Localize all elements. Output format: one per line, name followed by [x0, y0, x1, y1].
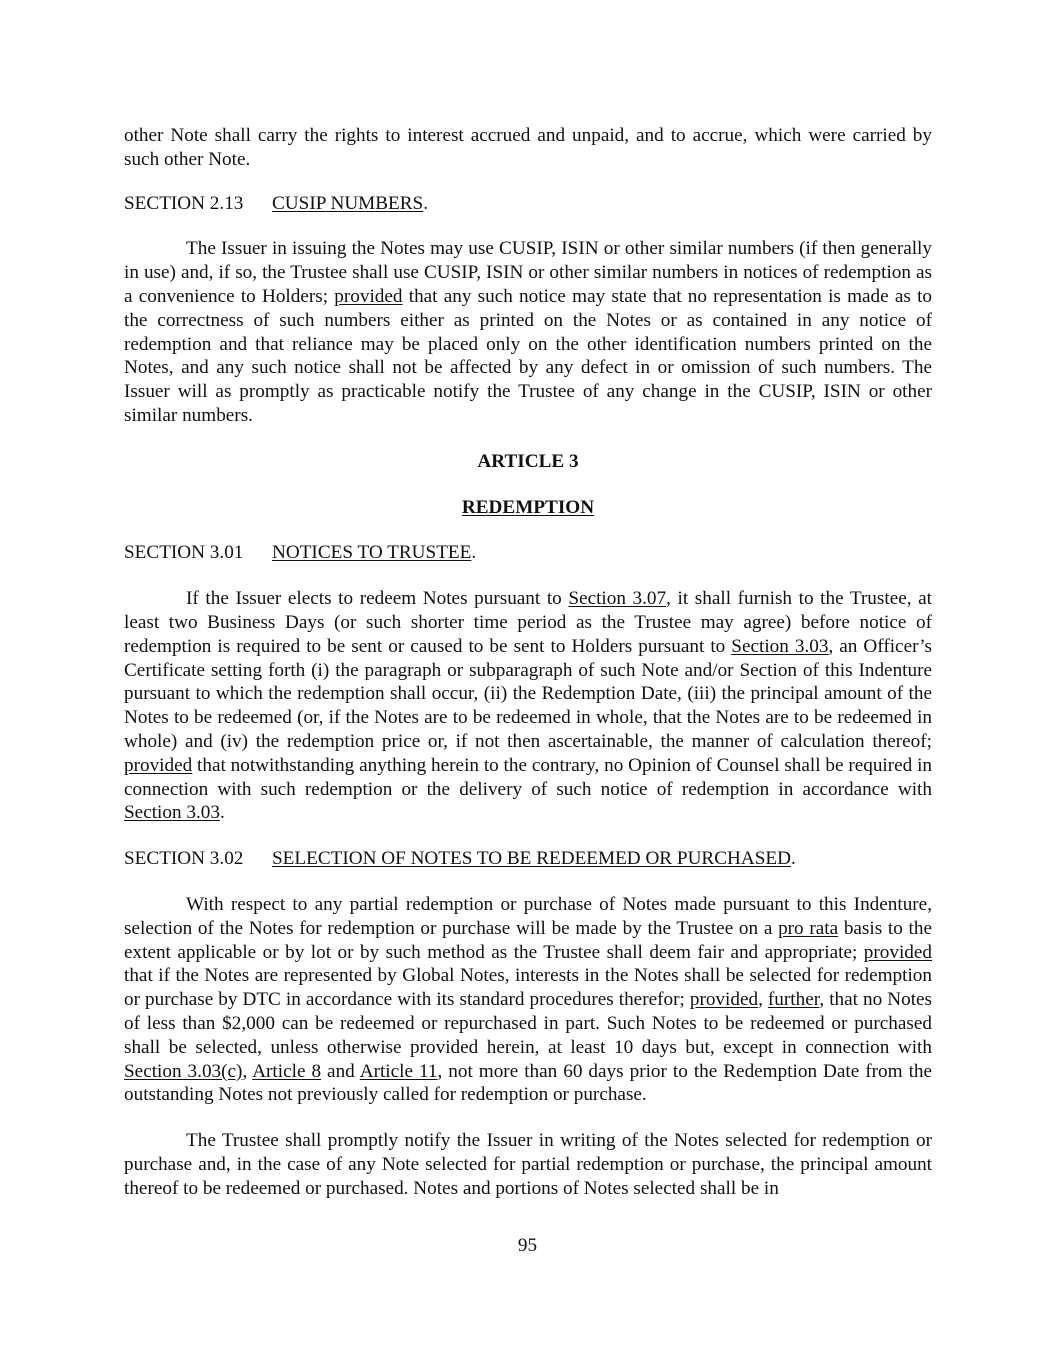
- section-3-02-paragraph-2: The Trustee shall promptly notify the Issuer in writing of the Notes selected for redemption or purchase and, in the case of any Note selected for partial redemption or purchase, the principal amount thereof to be redeemed or purchased. Notes and portions of Notes selected shall be in: [124, 1130, 932, 1199]
- section-3-01-number: SECTION 3.01: [124, 542, 244, 564]
- section-3-02-number: SECTION 3.02: [124, 848, 244, 870]
- text-run: If the Issuer elects to redeem Notes pursuant to: [186, 588, 569, 610]
- article-title: [124, 496, 932, 520]
- text-run: that if the Notes are represented by Global Notes, interests in the Notes shall be selected for redemption or purchase by DTC in accordance with its standard procedures therefor;: [124, 965, 932, 1011]
- cross-reference: Article 8: [252, 1060, 322, 1082]
- document-page: [124, 124, 932, 1200]
- text-run: With respect to any partial redemption or purchase of Notes made pursuant to this Indenture, selection of the Notes for redemption or purchase will be made by the Trustee on a: [124, 893, 932, 939]
- text-run: , an Officer’s Certificate setting forth (i) the paragraph or subparagraph of such Note and/or Section of this Indenture pursuant to which the redemption shall occur, (ii) the Redemption Date, (iii) the principal amount of the Notes to be redeemed (or, if the Notes are to be redeemed in whole, that the Notes are to be redeemed in whole) and (iv) the redemption price or, if not then ascertainable, the manner of calculation thereof;: [124, 635, 932, 752]
- further-term: further: [767, 989, 820, 1011]
- text-run: and: [321, 1060, 360, 1082]
- text-run: , not more than 60 days prior to the Redemption Date from the outstanding Notes not previously called for redemption or purchase.: [124, 1060, 933, 1106]
- provided-term: provided: [334, 285, 403, 307]
- cross-reference: Section 3.03: [731, 635, 829, 657]
- continuation-paragraph: other Note shall carry the rights to interest accrued and unpaid, and to accrue, which were carried by such other Note.: [124, 125, 932, 170]
- section-2-13-paragraph: [124, 237, 932, 427]
- text-run: basis to the extent applicable or by lot or by such method as the Trustee shall deem fair and appropriate;: [124, 917, 932, 963]
- section-2-13-heading: SECTION 2.13 CUSIP NUMBERS.: [124, 192, 429, 214]
- provided-term: provided: [863, 941, 932, 963]
- page-number: 95: [517, 1235, 538, 1256]
- text-run: , that no Notes of less than $2,000 can be redeemed or repurchased in part. Such Notes to be redeemed or purchased shall be selected, unless otherwise provided herein, at least 10 days but, except in connection with: [124, 989, 933, 1058]
- section-2-13-number: SECTION 2.13: [124, 192, 244, 214]
- text-run: ,: [758, 989, 768, 1011]
- provided-term: provided: [689, 989, 759, 1011]
- text-run: that any such notice may state that no representation is made as to the correctness of such numbers either as printed on the Notes or as contained in any notice of redemption and that reliance may be placed only on the other identification numbers printed on the Notes, and any such notice shall not be affected by any defect in or omission of such numbers. The Issuer will as promptly as practicable notify the Trustee of any change in the CUSIP, ISIN or other similar numbers.: [124, 285, 933, 426]
- provided-term: provided: [124, 754, 193, 776]
- section-3-02-title: SELECTION OF NOTES TO BE REDEEMED OR PURCHASED: [272, 848, 791, 870]
- article-title-text: REDEMPTION: [461, 496, 595, 518]
- text-run: .: [219, 802, 225, 824]
- cross-reference: Section 3.03: [124, 802, 220, 824]
- section-2-13-title: CUSIP NUMBERS: [272, 192, 424, 214]
- text-run: , it shall furnish to the Trustee, at least two Business Days (or such shorter time period as the Trustee may agree) before notice of redemption is required to be sent or caused to be sent to Holders pursuant to: [124, 588, 932, 657]
- text-run: ,: [242, 1060, 253, 1082]
- cross-reference: Section 3.03(c): [124, 1060, 243, 1082]
- text-run: that notwithstanding anything herein to the contrary, no Opinion of Counsel shall be required in connection with such redemption or the delivery of such notice of redemption in accordance with: [124, 754, 932, 800]
- cross-reference: Article 11: [359, 1060, 438, 1082]
- text-run: The Issuer in issuing the Notes may use CUSIP, ISIN or other similar numbers (if then generally in use) and, if so, the Trustee shall use CUSIP, ISIN or other similar numbers in notices of redemption as a convenience to Holders;: [124, 238, 932, 307]
- pro-rata-term: pro rata: [778, 917, 839, 939]
- section-3-01-paragraph: [124, 587, 932, 825]
- section-3-02-heading: SECTION 3.02 SELECTION OF NOTES TO BE REDEEMED OR PURCHASED.: [124, 848, 796, 870]
- section-3-01-heading: SECTION 3.01 NOTICES TO TRUSTEE.: [124, 542, 477, 564]
- section-3-01-title: NOTICES TO TRUSTEE: [272, 542, 472, 564]
- article-number: ARTICLE 3: [477, 450, 579, 472]
- cross-reference: Section 3.07: [568, 588, 667, 610]
- section-3-02-paragraph-1: [124, 893, 932, 1107]
